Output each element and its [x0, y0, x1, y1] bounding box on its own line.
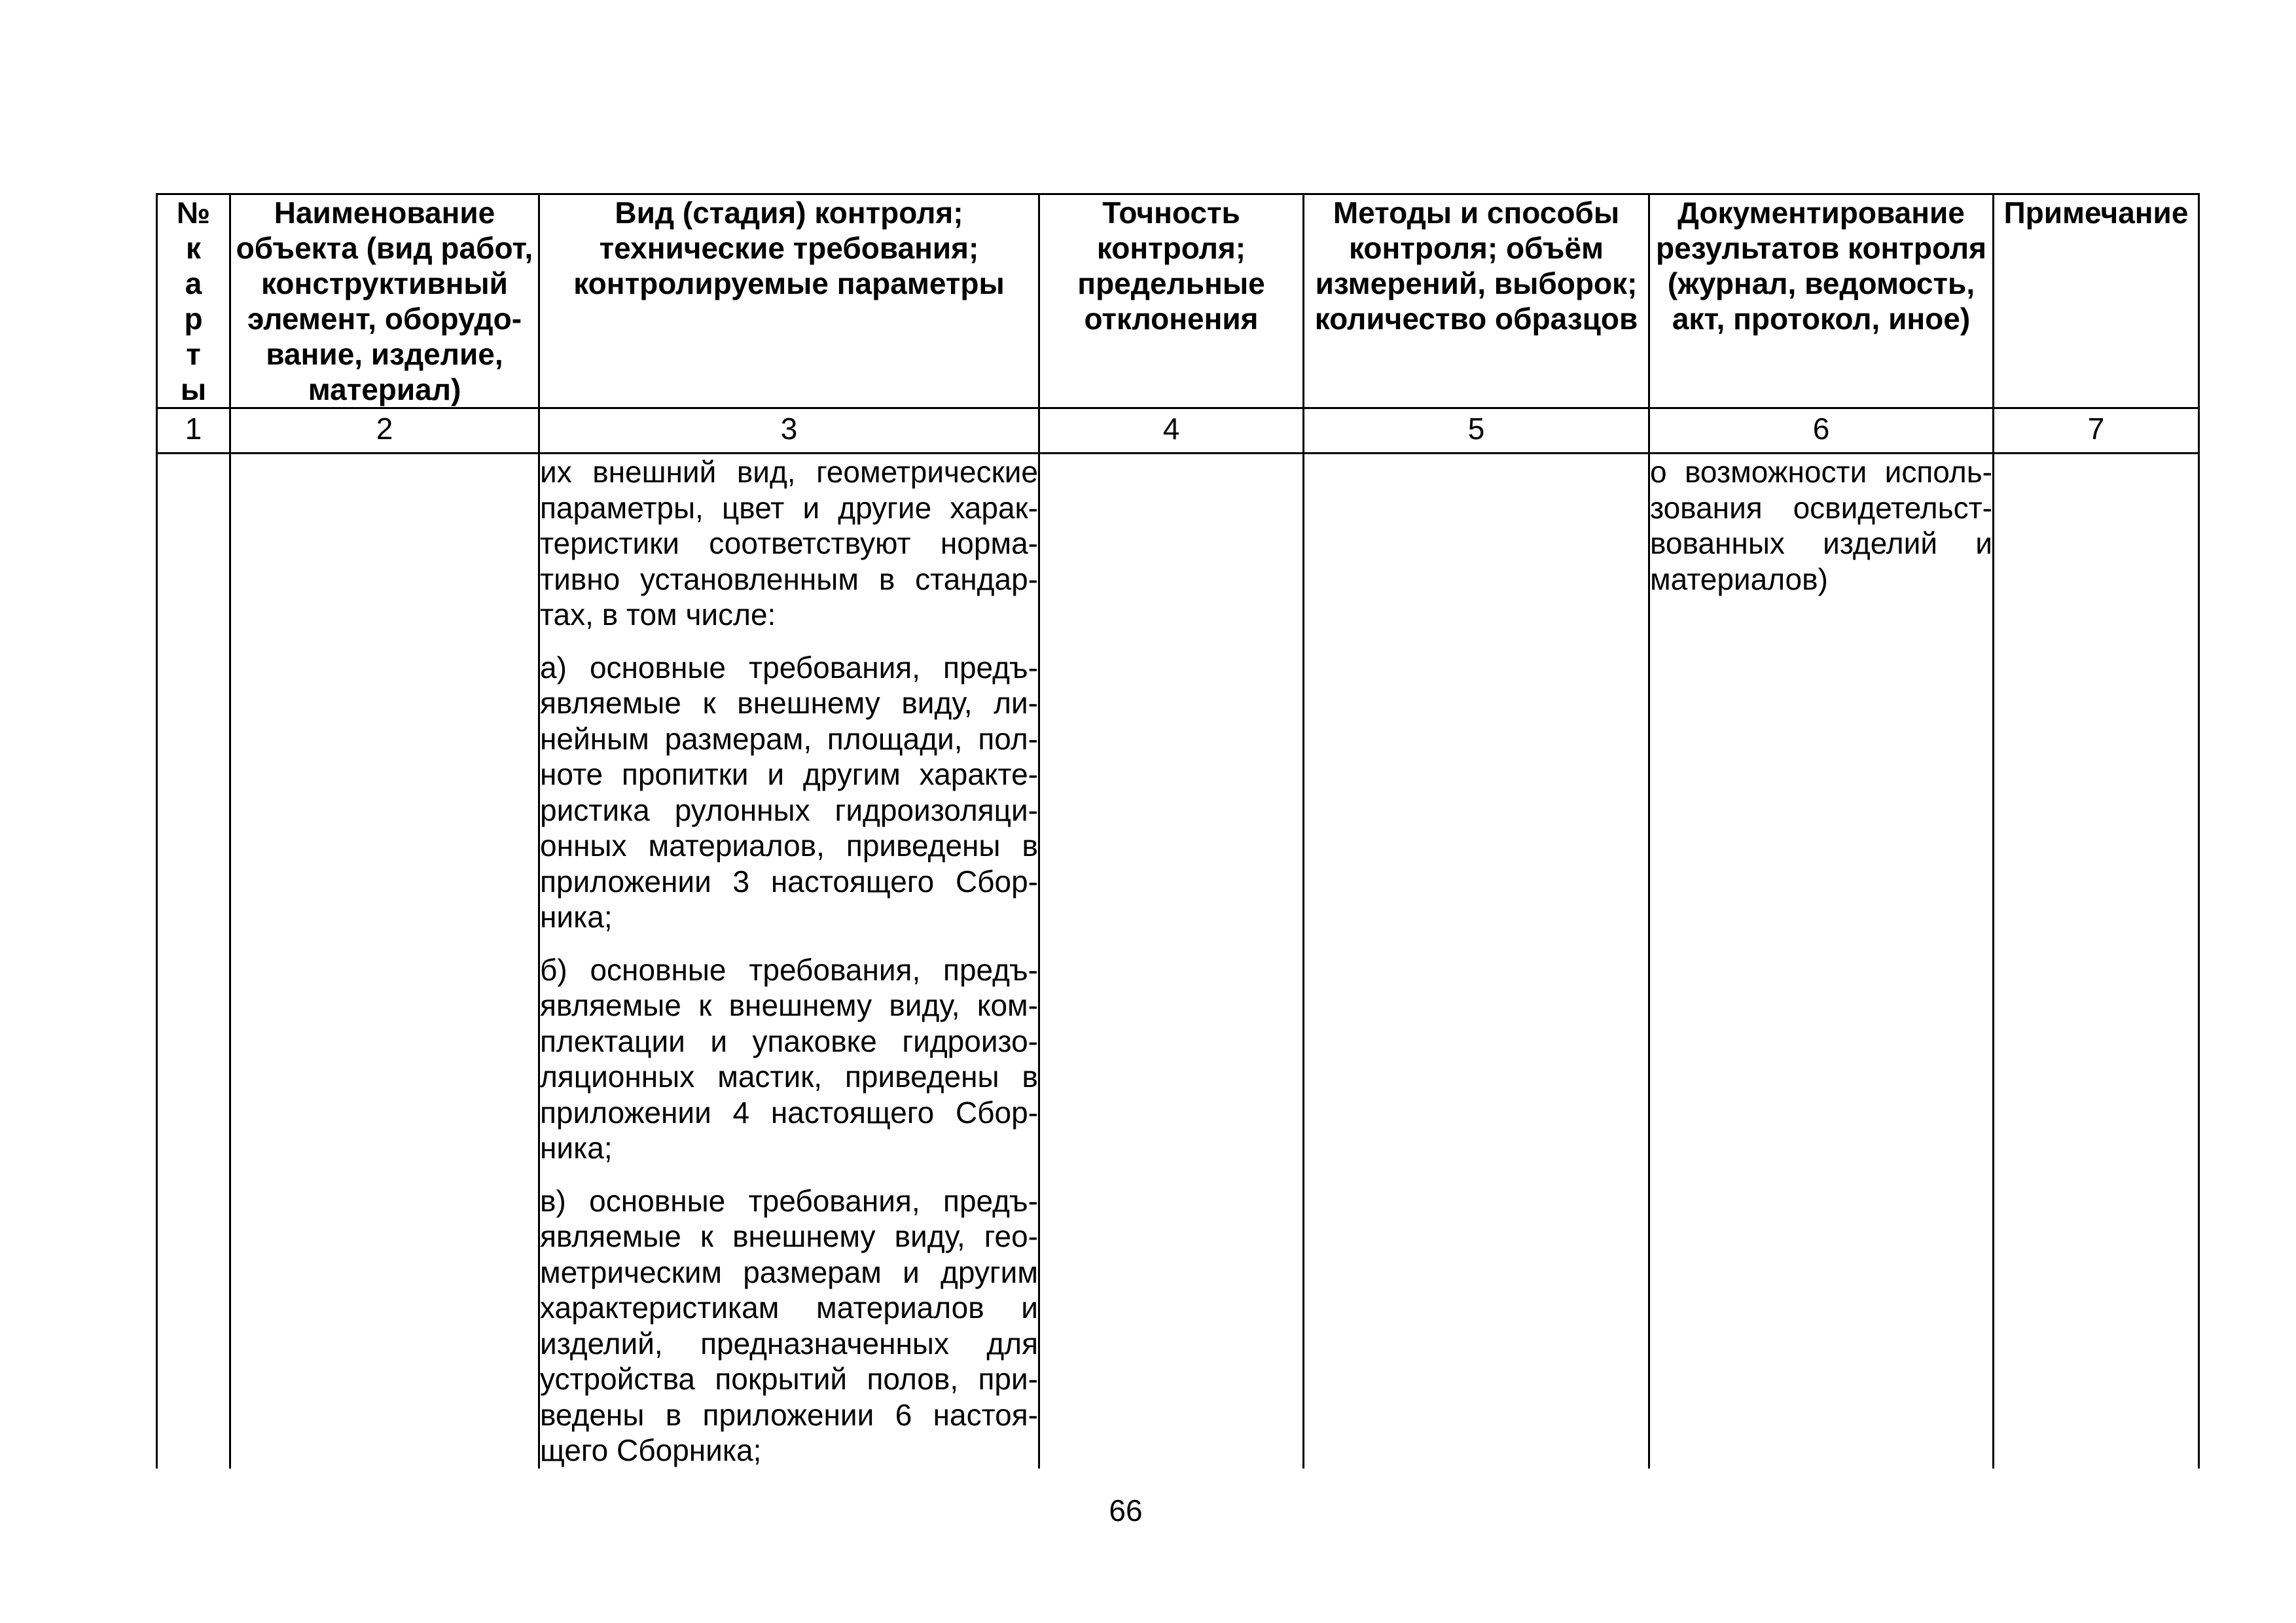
requirement-item-c: в) основные требования, предъ-являемые к внешнему виду, гео-метрическим размерам и другим характеристикам материалов и изделий, предназначенных для устройства покрытий полов, при-ведены в приложении 6 настоя-щего Сборника; [540, 1183, 1038, 1467]
page-number: 66 [1109, 1493, 1143, 1527]
header-row [157, 194, 2199, 408]
table-row [157, 454, 2199, 1469]
header-card-number: № к а р т ы [157, 194, 230, 408]
column-number: 6 [1649, 408, 1994, 454]
cell-object-name [230, 454, 539, 1469]
header-control-type: Вид (стадия) контроля; технические требования; контролируемые параметры [539, 194, 1039, 408]
requirement-item-a: а) основные требования, предъ-являемые к внешнему виду, ли-нейным размерам, площади, пол-ноте пропитки и другим характе-ристика рулонных гидроизоляци-онных материалов, приведены в приложении 3 настоящего Сбор-ника; [540, 650, 1038, 934]
column-number: 3 [539, 408, 1039, 454]
header-note: Примечание [1994, 194, 2199, 408]
header-methods: Методы и способы контроля; объём измерений, выборок; количество образцов [1304, 194, 1649, 408]
column-number: 1 [157, 408, 230, 454]
requirement-item-b: б) основные требования, предъ-являемые к внешнему виду, ком-плектации и упаковке гидроизо-ляционных мастик, приведены в приложении 4 настоящего Сбор-ника; [540, 952, 1038, 1165]
cell-note [1994, 454, 2199, 1469]
header-documentation: Документирование результатов контроля (журнал, ведомость, акт, протокол, иное) [1649, 194, 1994, 408]
column-number: 7 [1994, 408, 2199, 454]
cell-methods [1304, 454, 1649, 1469]
cell-precision [1039, 454, 1304, 1469]
control-table [156, 193, 2200, 1469]
column-number: 5 [1304, 408, 1649, 454]
column-number: 2 [230, 408, 539, 454]
cell-control-requirements [539, 454, 1039, 1469]
cell-documentation [1649, 454, 1994, 1469]
column-number-row [157, 408, 2199, 454]
cell-card-number [157, 454, 230, 1469]
documentation-text: о возможности исполь-зования освидетельст-вованных изделий и материалов) [1650, 455, 1992, 596]
header-object-name: Наименование объекта (вид работ, конструктивный элемент, оборудо- вание, изделие, материал) [230, 194, 539, 408]
column-number: 4 [1039, 408, 1304, 454]
header-precision: Точность контроля; предельные отклонения [1039, 194, 1304, 408]
requirements-intro: их внешний вид, геометрические параметры, цвет и другие харак-теристики соответствуют норма-тивно установленным в стандар-тах, в том числе: [540, 455, 1038, 632]
